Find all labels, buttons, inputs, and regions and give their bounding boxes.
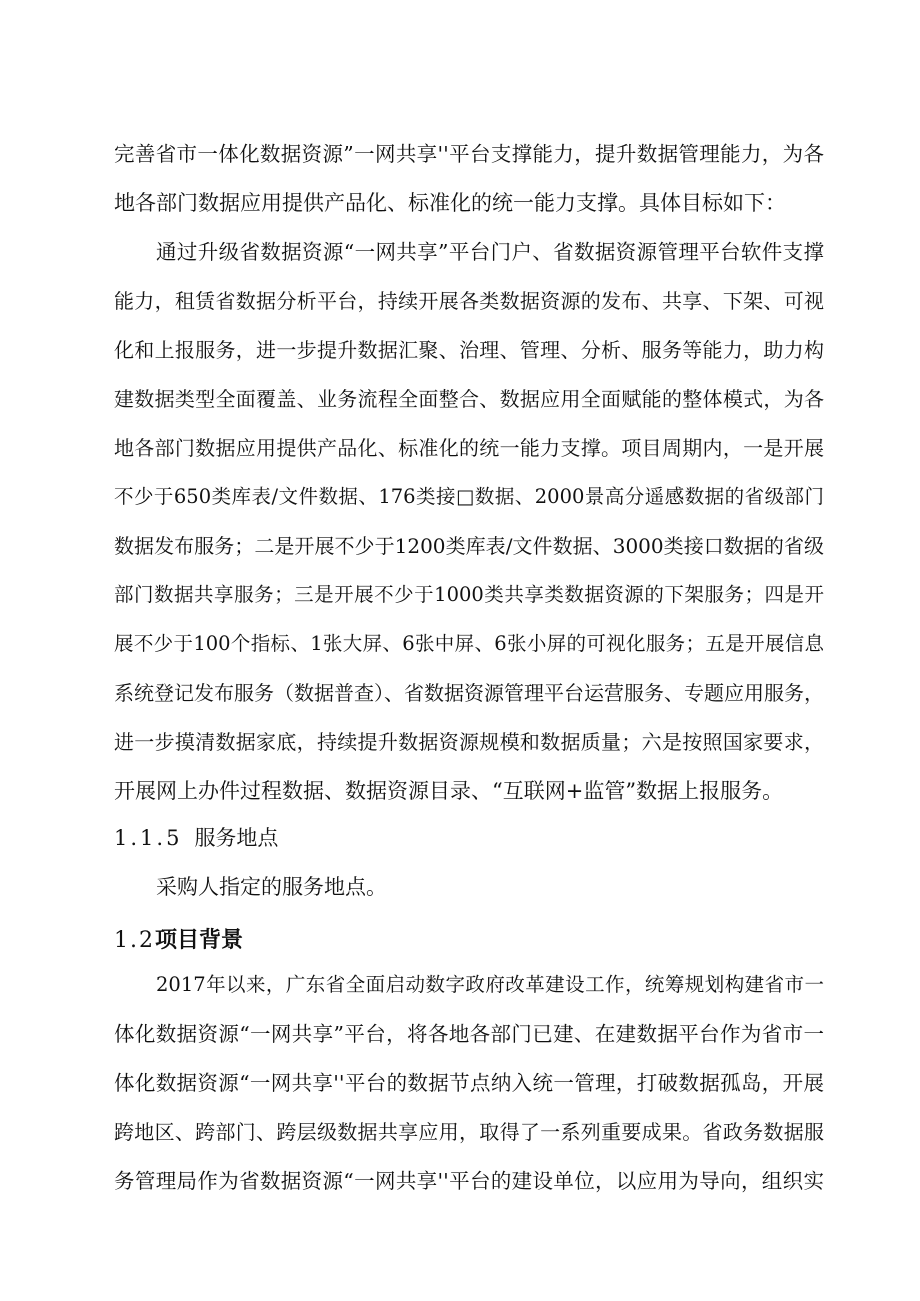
paragraph-line: 不少于650类库表/文件数据、176类接□数据、2000景高分遥感数据的省级部门 [114,485,824,508]
paragraph-line: 2017年以来，广东省全面启动数字政府改革建设工作，统筹规划构建省市一 [156,973,824,996]
section-number: 1.1.5 [114,826,183,850]
section-heading-1-1-5 [114,823,278,853]
paragraph-line: 通过升级省数据资源“一网共享”平台门户、省数据资源管理平台软件支撑 [156,240,824,264]
paragraph-line: 化和上报服务，进一步提升数据汇聚、治理、管理、分析、服务等能力，助力构 [114,338,824,362]
paragraph-line: 地各部门数据应用提供产品化、标准化的统一能力支撑。项目周期内，一是开展 [114,436,824,460]
paragraph-line: 开展网上办件过程数据、数据资源目录、“互联网+监管”数据上报服务。 [114,779,784,803]
paragraph-line: 采购人指定的服务地点。 [156,875,387,899]
paragraph-line: 系统登记发布服务（数据普查）、省数据资源管理平台运营服务、专题应用服务， [114,681,824,705]
section-title: 项目背景 [155,928,244,953]
paragraph-line: 进一步摸清数据家底，持续提升数据资源规模和数据质量；六是按照国家要求， [114,730,824,754]
paragraph-line: 能力，租赁省数据分析平台，持续开展各类数据资源的发布、共享、下架、可视 [114,289,824,313]
paragraph-line: 展不少于100个指标、1张大屏、6张中屏、6张小屏的可视化服务；五是开展信息 [114,632,824,655]
section-number: 1.2 [114,928,155,953]
paragraph-line: 跨地区、跨部门、跨层级数据共享应用，取得了一系列重要成果。省政务数据服 [114,1120,824,1144]
paragraph-line: 务管理局作为省数据资源“一网共享''平台的建设单位，以应用为导向，组织实 [114,1169,824,1193]
paragraph-line: 体化数据资源“一网共享”平台，将各地各部门已建、在建数据平台作为省市一 [114,1022,824,1046]
paragraph-line: 体化数据资源“一网共享''平台的数据节点纳入统一管理，打破数据孤岛，开展 [114,1071,824,1095]
paragraph-line: 数据发布服务；二是开展不少于1200类库表/文件数据、3000类接口数据的省级 [114,534,824,558]
section-title: 服务地点 [194,826,279,850]
section-heading-1-2 [114,926,243,956]
paragraph-line: 地各部门数据应用提供产品化、标准化的统一能力支撑。具体目标如下： [114,191,786,215]
paragraph-line: 建数据类型全面覆盖、业务流程全面整合、数据应用全面赋能的整体模式，为各 [114,387,824,411]
paragraph-line: 完善省市一体化数据资源”一网共享''平台支撑能力，提升数据管理能力，为各 [114,142,824,166]
paragraph-line: 部门数据共享服务；三是开展不少于1000类共享类数据资源的下架服务；四是开 [114,583,824,606]
